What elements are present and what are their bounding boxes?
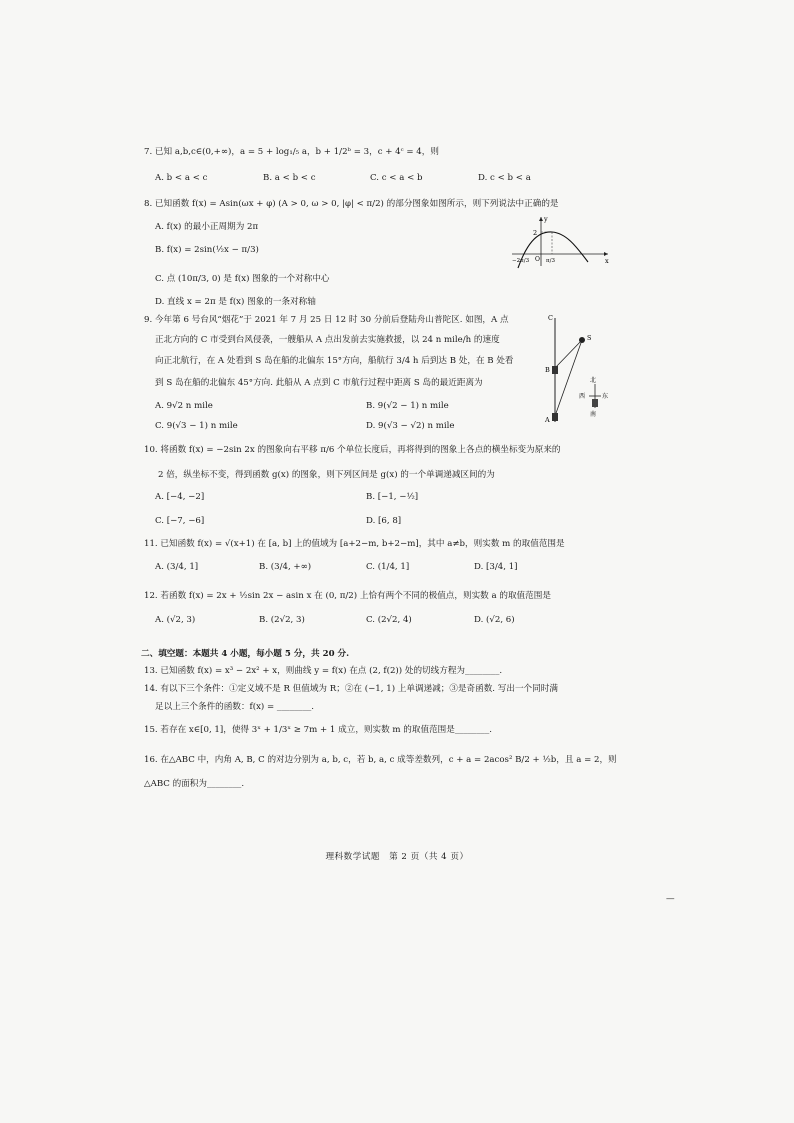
q13: 13. 已知函数 f(x) = x³ − 2x² + x，则曲线 y = f(x) 在点 (2, f(2)) 处的切线方程为________. bbox=[144, 666, 503, 676]
q15: 15. 若存在 x∈[0, 1]，使得 3ˣ + 1/3ˣ ≥ 7m + 1 成立，则实数 m 的取值范围是________. bbox=[144, 725, 492, 735]
q9-compass-south-label: 南 bbox=[590, 411, 597, 418]
q7-option-a: A. b < a < c bbox=[155, 173, 208, 183]
edge-mark: — bbox=[666, 894, 675, 904]
q9-option-c: C. 9(√3 − 1) n mile bbox=[155, 421, 238, 431]
page-footer: 理科数学试题 第 2 页（共 4 页） bbox=[325, 852, 469, 862]
q8-graph-neg-tick-label: −2π/3 bbox=[512, 258, 530, 264]
q9-point-a-label: A bbox=[545, 416, 550, 424]
q16-line-1: 16. 在△ABC 中，内角 A, B, C 的对边分别为 a, b, c，若 b, a, c 成等差数列，c + a = 2acos² B/2 + ½b，且 a = 2，则 bbox=[144, 755, 617, 765]
q8-option-c: C. 点 (10π/3, 0) 是 f(x) 图象的一个对称中心 bbox=[155, 274, 330, 284]
section-2-heading: 二、填空题：本题共 4 小题，每小题 5 分，共 20 分. bbox=[141, 649, 350, 659]
q10-option-b: B. [−1, −½] bbox=[366, 492, 419, 502]
q9-point-s-label: S bbox=[587, 334, 592, 342]
q12-option-c: C. (2√2, 4) bbox=[366, 615, 412, 625]
q7-option-b: B. a < b < c bbox=[263, 173, 316, 183]
q12-option-d: D. (√2, 6) bbox=[474, 615, 515, 625]
q12-stem: 12. 若函数 f(x) = 2x + ½sin 2x − asin x 在 (0, π/2) 上恰有两个不同的极值点，则实数 a 的取值范围是 bbox=[144, 591, 551, 601]
q14-line-1: 14. 有以下三个条件：①定义域不是 R 但值域为 R；②在 (−1, 1) 上单调递减；③是奇函数. 写出一个同时满 bbox=[144, 684, 558, 694]
q9-option-d: D. 9(√3 − √2) n mile bbox=[366, 421, 455, 431]
q11-option-a: A. (3/4, 1] bbox=[155, 562, 199, 572]
q7-stem: 7. 已知 a,b,c∈(0,+∞)，a = 5 + log₁/₅ a，b + 1/2ᵇ = 3，c + 4ᶜ = 4，则 bbox=[144, 147, 439, 157]
q10-option-d: D. [6, 8] bbox=[366, 516, 402, 526]
q7-option-d: D. c < b < a bbox=[478, 173, 531, 183]
q8-stem: 8. 已知函数 f(x) = Asin(ωx + φ) (A > 0, ω > 0, |φ| < π/2) 的部分图象如图所示，则下列说法中正确的是 bbox=[144, 199, 559, 209]
q12-option-a: A. (√2, 3) bbox=[155, 615, 196, 625]
q9-point-c-label: C bbox=[548, 314, 553, 322]
q12-option-b: B. (2√2, 3) bbox=[259, 615, 305, 625]
q9-line-2: 正北方向的 C 市受到台风侵袭，一艘船从 A 点出发前去实施救援，以 24 n mile/h 的速度 bbox=[155, 335, 500, 345]
q8-option-a: A. f(x) 的最小正周期为 2π bbox=[155, 222, 259, 232]
q8-option-b: B. f(x) = 2sin(½x − π/3) bbox=[155, 245, 259, 255]
q9-point-b-label: B bbox=[545, 366, 550, 374]
q16-line-2: △ABC 的面积为________. bbox=[144, 779, 245, 789]
q9-compass-north-label: 北 bbox=[590, 377, 597, 384]
q9-line-3: 向正北航行，在 A 处看到 S 岛在船的北偏东 15°方向，船航行 3/4 h 后到达 B 处，在 B 处看 bbox=[155, 356, 514, 366]
q11-option-c: C. (1/4, 1] bbox=[366, 562, 410, 572]
q8-sine-graph bbox=[508, 214, 613, 270]
q9-compass-east-label: 东 bbox=[602, 393, 609, 400]
q10-line-1: 10. 将函数 f(x) = −2sin 2x 的图象向右平移 π/6 个单位长度后，再将得到的图象上各点的横坐标变为原来的 bbox=[144, 445, 561, 455]
q8-graph-origin-label: O bbox=[535, 256, 540, 263]
q8-graph-pos-tick-label: π/3 bbox=[546, 258, 555, 264]
q14-line-2: 足以上三个条件的函数：f(x) = ________. bbox=[155, 702, 315, 712]
q9-option-a: A. 9√2 n mile bbox=[155, 401, 213, 411]
q9-line-4: 到 S 岛在船的北偏东 45°方向. 此船从 A 点到 C 市航行过程中距离 S 岛的最近距离为 bbox=[155, 378, 483, 388]
q8-option-d: D. 直线 x = 2π 是 f(x) 图象的一条对称轴 bbox=[155, 297, 316, 307]
q10-option-a: A. [−4, −2] bbox=[155, 492, 205, 502]
q9-compass-west-label: 西 bbox=[579, 393, 586, 400]
q11-stem: 11. 已知函数 f(x) = √(x+1) 在 [a, b] 上的值域为 [a+2−m, b+2−m]，其中 a≠b，则实数 m 的取值范围是 bbox=[144, 539, 565, 549]
q9-navigation-figure bbox=[537, 312, 617, 428]
q11-option-d: D. [3/4, 1] bbox=[474, 562, 518, 572]
q7-option-c: C. c < a < b bbox=[370, 173, 423, 183]
q8-graph-y-label: y bbox=[544, 215, 548, 223]
q10-line-2: 2 倍，纵坐标不变，得到函数 g(x) 的图象，则下列区间是 g(x) 的一个单调递减区间的为 bbox=[158, 470, 495, 480]
q11-option-b: B. (3/4, +∞) bbox=[259, 562, 312, 572]
q9-line-1: 9. 今年第 6 号台风“烟花”于 2021 年 7 月 25 日 12 时 30 分前后登陆舟山普陀区. 如图，A 点 bbox=[144, 315, 509, 325]
q9-option-b: B. 9(√2 − 1) n mile bbox=[366, 401, 449, 411]
q8-graph-amplitude-label: 2 bbox=[533, 229, 538, 237]
q8-graph-x-label: x bbox=[605, 257, 609, 265]
q10-option-c: C. [−7, −6] bbox=[155, 516, 205, 526]
